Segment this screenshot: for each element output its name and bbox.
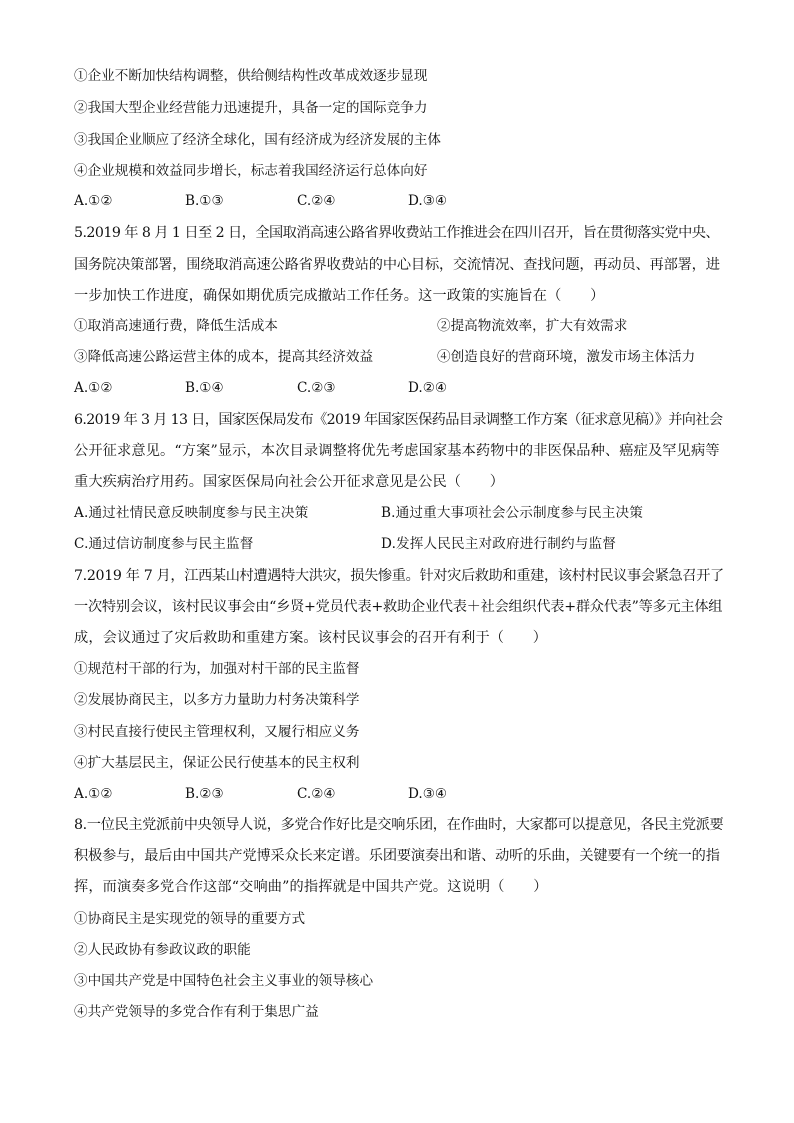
q4-option-d: D.③④: [408, 193, 448, 209]
q7-option-c: C.②④: [297, 786, 336, 802]
q6-stem-line-1: 6.2019 年 3 月 13 日，国家医保局发布《2019 年国家医保药品目录调整工作方案（征求意见稿）》并向社会: [74, 412, 723, 428]
q5-statement-4: ④创造良好的营商环境，激发市场主体活力: [437, 349, 696, 365]
q4-option-c: C.②④: [297, 193, 336, 209]
q5-option-c: C.②③: [297, 380, 336, 396]
q8-stem-line-2: 积极参与，最后由中国共产党博采众长来定谱。乐团要演奏出和谐、动听的乐曲，关键要有一个统一的指: [74, 848, 720, 864]
q7-stem-line-3: 成，会议通过了灾后救助和重建方案。该村民议事会的召开有利于（ ）: [74, 630, 548, 646]
q5-stem-line-2: 国务院决策部署，围绕取消高速公路省界收费站的中心目标，交流情况、查找问题，再动员、再部署，进: [74, 257, 720, 273]
q5-statement-2: ②提高物流效率，扩大有效需求: [437, 318, 628, 334]
q7-statement-2: ②发展协商民主，以多方力量助力村务决策科学: [74, 692, 360, 708]
q7-option-a: A.①②: [74, 786, 113, 802]
q5-statement-3: ③降低高速公路运营主体的成本，提高其经济效益: [74, 349, 374, 365]
q7-option-d: D.③④: [408, 786, 448, 802]
q5-option-a: A.①②: [74, 380, 113, 396]
q8-stem-line-3: 挥，而演奏多党合作这部“交响曲”的指挥就是中国共产党。这说明（ ）: [74, 879, 548, 895]
q4-option-a: A.①②: [74, 193, 113, 209]
q4-statement-2: ②我国大型企业经营能力迅速提升，具备一定的国际竞争力: [74, 100, 428, 116]
q6-stem-line-3: 重大疾病治疗用药。国家医保局向社会公开征求意见是公民（ ）: [74, 474, 505, 490]
q5-option-d: D.②④: [408, 380, 448, 396]
q6-option-c: C.通过信访制度参与民主监督: [74, 536, 254, 552]
q7-stem-line-2: 一次特别会议，该村民议事会由“乡贤+党员代表+救助企业代表＋社会组织代表+群众代表”等多元主体组: [74, 599, 723, 615]
q6-option-b: B.通过重大事项社会公示制度参与民主决策: [381, 505, 643, 521]
q4-option-b: B.①③: [185, 193, 224, 209]
q6-option-d: D.发挥人民民主对政府进行制约与监督: [381, 536, 616, 552]
q8-statement-3: ③中国共产党是中国特色社会主义事业的领导核心: [74, 973, 374, 989]
q5-statement-1: ①取消高速通行费，降低生活成本: [74, 318, 278, 334]
q5-stem-line-1: 5.2019 年 8 月 1 日至 2 日，全国取消高速公路省界收费站工作推进会在四川召开，旨在贯彻落实党中央、: [74, 225, 719, 241]
q5-option-b: B.①④: [185, 380, 224, 396]
q7-stem-line-1: 7.2019 年 7 月，江西某山村遭遇特大洪灾，损失惨重。针对灾后救助和重建，该村村民议事会紧急召开了: [74, 568, 724, 584]
q4-statement-1: ①企业不断加快结构调整，供给侧结构性改革成效逐步显现: [74, 68, 428, 84]
q8-statement-2: ②人民政协有参政议政的职能: [74, 942, 251, 958]
q8-stem-line-1: 8.一位民主党派前中央领导人说，多党合作好比是交响乐团，在作曲时，大家都可以提意见，各民主党派要: [74, 817, 724, 833]
q7-option-b: B.②③: [185, 786, 224, 802]
q6-option-a: A.通过社情民意反映制度参与民主决策: [74, 505, 309, 521]
q7-statement-1: ①规范村干部的行为，加强对村干部的民主监督: [74, 661, 360, 677]
q5-stem-line-3: 一步加快工作进度，确保如期优质完成撤站工作任务。这一政策的实施旨在（ ）: [74, 288, 605, 304]
q4-statement-4: ④企业规模和效益同步增长，标志着我国经济运行总体向好: [74, 163, 428, 179]
q4-statement-3: ③我国企业顺应了经济全球化，国有经济成为经济发展的主体: [74, 132, 442, 148]
q8-statement-4: ④共产党领导的多党合作有利于集思广益: [74, 1004, 319, 1020]
q8-statement-1: ①协商民主是实现党的领导的重要方式: [74, 911, 306, 927]
q7-statement-3: ③村民直接行使民主管理权利，又履行相应义务: [74, 724, 360, 740]
q6-stem-line-2: 公开征求意见。“方案”显示，本次目录调整将优先考虑国家基本药物中的非医保品种、癌症及罕见病等: [74, 443, 720, 459]
q7-statement-4: ④扩大基层民主，保证公民行使基本的民主权利: [74, 755, 360, 771]
